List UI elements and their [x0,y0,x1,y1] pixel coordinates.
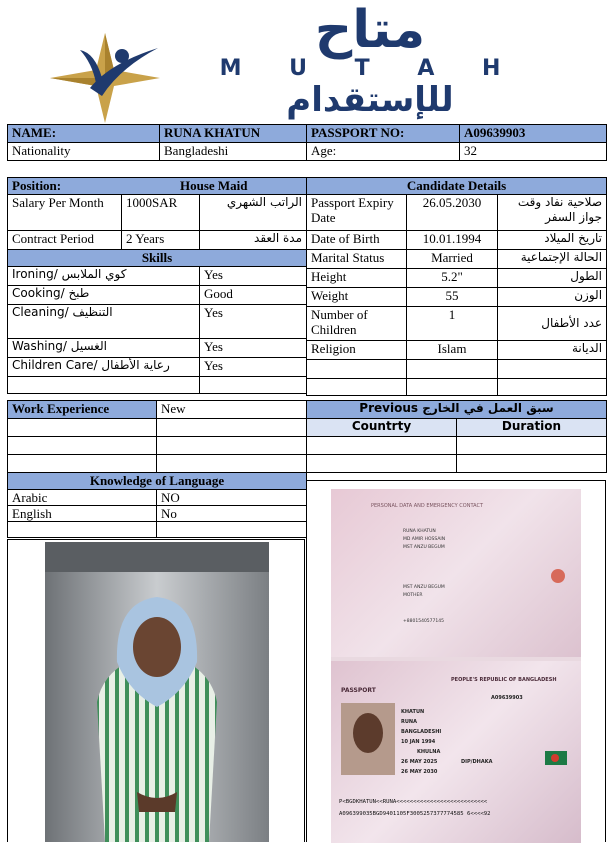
passport-country: PEOPLE'S REPUBLIC OF BANGLADESH [451,677,557,683]
empty-cell [157,419,307,437]
candidate-title: Candidate Details [307,178,607,195]
weight-arabic: الوزن [498,288,607,307]
skills-title: Skills [8,250,307,267]
work-experience-value: New [157,401,307,419]
passport-nationality: BANGLADESHI [401,729,442,735]
passport-expiry-value: 26.05.2030 [407,195,498,231]
skill-value: Yes [200,267,307,286]
logo [30,0,590,122]
name-label: NAME: [8,125,160,143]
salary-label: Salary Per Month [8,195,122,231]
empty-cell [407,379,498,396]
passport-face [353,713,383,753]
passport-scan [331,489,581,843]
skill-value: Yes [200,339,307,358]
country-header: Countrty [307,419,457,437]
contract-arabic: مدة العقد [200,231,307,250]
passport-dob: 10 JAN 1994 [401,739,436,745]
children-value: 1 [407,307,498,341]
empty-cell [457,437,607,455]
empty-cell [157,522,307,538]
duration-header: Duration [457,419,607,437]
passport-data-page [331,489,581,657]
marital-arabic: الحالة الإجتماعية [498,250,607,269]
empty-cell [498,379,607,396]
empty-cell [498,360,607,379]
emblem-icon [551,569,565,583]
nationality-label: Nationality [8,143,160,161]
candidate-photo [45,542,269,842]
passport-field: MST ANZU BEGUM [403,585,445,590]
skill-label: Ironing/ كوي الملابس [8,267,200,286]
mrz-line-1: P<BGDKHATUN<<RUNA<<<<<<<<<<<<<<<<<<<<<<<<<<< [339,799,488,805]
language-name: Arabic [8,490,157,506]
salary-arabic: الراتب الشهري [200,195,307,231]
passport-frame [306,480,606,842]
height-label: Height [307,269,407,288]
passport-word: PASSPORT [341,687,376,694]
previous-title: Previous سبق العمل في الخارج [307,401,607,419]
passport-issue: 26 MAY 2025 [401,759,438,765]
previous-work-table [306,400,607,473]
passport-expiry-label: Passport Expiry Date [307,195,407,231]
height-arabic: الطول [498,269,607,288]
skill-value: Yes [200,358,307,377]
skill-label: Children Care/ رعاية الأطفال [8,358,200,377]
passport-expiry-arabic: صلاحية نفاد وقت جواز السفر [498,195,607,231]
religion-label: Religion [307,341,407,360]
position-value: House Maid [122,178,307,195]
dob-label: Date of Birth [307,231,407,250]
passport-field: MOTHER [403,593,423,598]
passport-expiry: 26 MAY 2030 [401,769,438,775]
language-level: NO [157,490,307,506]
photo-frame [7,539,305,842]
passport-given: RUNA [401,719,417,725]
empty-cell [307,379,407,396]
work-experience-table [7,400,307,473]
skill-label: Cleaning/ التنظيف [8,305,200,339]
skill-value: Good [200,286,307,305]
passport-photo [341,703,395,775]
logo-latin: M U T A H [219,56,521,81]
passport-field: +8801540577145 [403,619,444,624]
weight-value: 55 [407,288,498,307]
skill-label: Cooking/ طبخ [8,286,200,305]
empty-cell [8,455,157,473]
empty-cell [407,360,498,379]
marital-value: Married [407,250,498,269]
skill-value: Yes [200,305,307,339]
religion-value: Islam [407,341,498,360]
logo-arabic-top: متاح [314,0,426,60]
height-value: 5.2" [407,269,498,288]
empty-cell [307,437,457,455]
age-label: Age: [307,143,460,161]
salary-value: 1000SAR [122,195,200,231]
passport-value: A09639903 [460,125,607,143]
identity-table [7,124,607,161]
mrz-line-2: A096399035BGD9401105F3005257377774585 6<<<<92 [339,811,491,817]
empty-cell [8,437,157,455]
empty-cell [457,455,607,473]
empty-cell [200,377,307,394]
passport-heading: PERSONAL DATA AND EMERGENCY CONTACT [371,503,484,509]
passport-label: PASSPORT NO: [307,125,460,143]
empty-cell [8,522,157,538]
name-value: RUNA KHATUN [160,125,307,143]
empty-cell [157,455,307,473]
weight-label: Weight [307,288,407,307]
children-arabic: عدد الأطفال [498,307,607,341]
children-label: Number of Children [307,307,407,341]
passport-field: RUNA KHATUN [403,529,436,534]
religion-arabic: الديانة [498,341,607,360]
logo-arabic-bottom: للإستقدام [286,80,454,120]
passport-authority: DIP/DHAKA [461,759,493,765]
nationality-value: Bangladeshi [160,143,307,161]
language-title: Knowledge of Language [8,473,307,490]
passport-surname: KHATUN [401,709,425,715]
language-table [7,472,307,538]
contract-value: 2 Years [122,231,200,250]
contract-label: Contract Period [8,231,122,250]
language-name: English [8,506,157,522]
work-experience-label: Work Experience [8,401,157,419]
position-skills-table [7,177,307,394]
passport-field: MST ANZU BEGUM [403,545,445,550]
empty-cell [157,437,307,455]
age-value: 32 [460,143,607,161]
passport-number: A09639903 [491,695,523,701]
dob-arabic: تاريخ الميلاد [498,231,607,250]
flag-icon [545,751,567,765]
dob-value: 10.01.1994 [407,231,498,250]
empty-cell [8,419,157,437]
passport-place: KHULNA [417,749,441,755]
candidate-table [306,177,607,396]
logo-star-icon [40,28,170,128]
marital-label: Marital Status [307,250,407,269]
skill-label: Washing/ الغسيل [8,339,200,358]
empty-cell [8,377,200,394]
empty-cell [307,360,407,379]
empty-cell [307,455,457,473]
language-level: No [157,506,307,522]
passport-field: MD AMIR HOSSAIN [403,537,446,542]
passport-bio-page [331,661,581,843]
position-label: Position: [8,178,122,195]
